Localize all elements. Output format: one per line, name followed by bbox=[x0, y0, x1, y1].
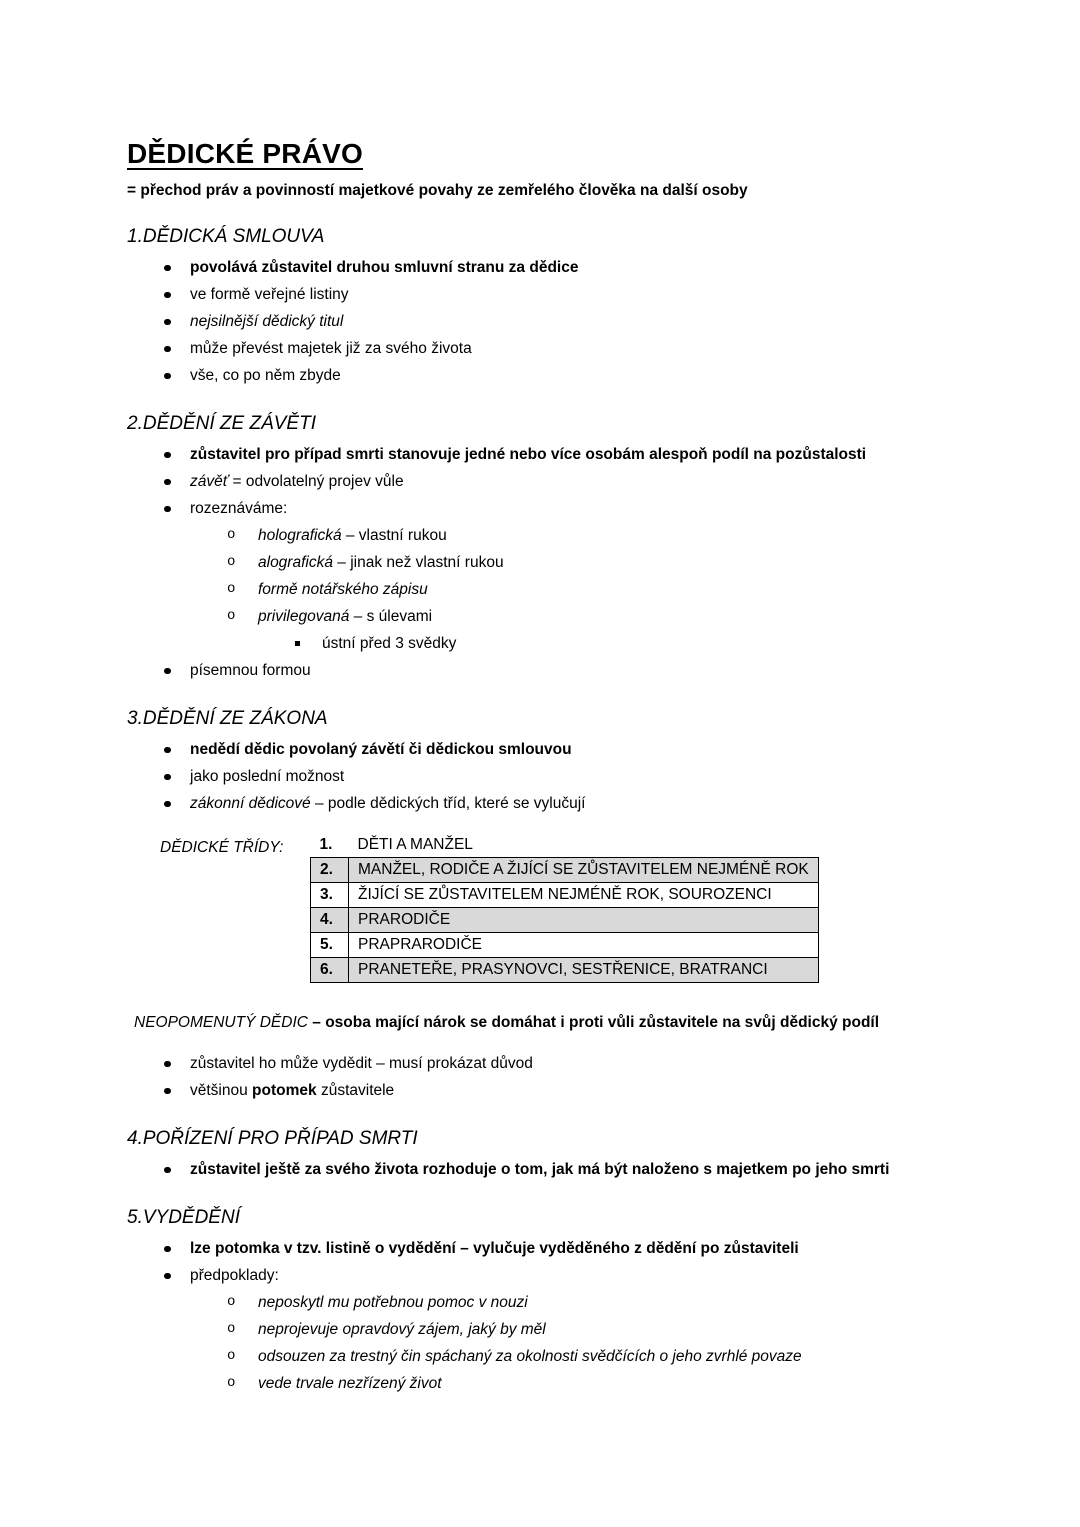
neopomenuty-dedic-paragraph bbox=[127, 1009, 927, 1036]
table-row bbox=[311, 883, 819, 908]
inheritance-classes-block bbox=[160, 833, 1010, 983]
sub-list-item: o odsouzen za trestný čin spáchaný za okolnosti svědčících o jeho zvrhlé povaze bbox=[127, 1343, 1010, 1370]
page-title: DĚDICKÉ PRÁVO bbox=[127, 138, 363, 169]
sub-list-item bbox=[127, 522, 1010, 549]
section-heading-porizeni-pro-pripad-smrti: 4.POŘÍZENÍ PRO PŘÍPAD SMRTI bbox=[127, 1128, 418, 1149]
class-name: MANŽEL, RODIČE A ŽIJÍCÍ SE ZŮSTAVITELEM NEJMÉNĚ ROK bbox=[349, 858, 819, 883]
sub-list-item: o neposkytl mu potřebnou pomoc v nouzi bbox=[127, 1289, 1010, 1316]
term-text: alografická bbox=[258, 554, 333, 571]
class-number: 3. bbox=[311, 883, 349, 908]
inheritance-classes-label: DĚDICKÉ TŘÍDY: bbox=[160, 839, 284, 856]
list-item: zůstavitel ještě za svého života rozhoduje o tom, jak má být naloženo s majetkem po jeho smrti bbox=[127, 1156, 945, 1183]
definition-text: – vlastní rukou bbox=[341, 527, 447, 544]
list-item: lze potomka v tzv. listině o vydědění – vylučuje vyděděného z dědění po zůstaviteli bbox=[127, 1235, 1010, 1262]
page-subtitle: = přechod práv a povinností majetkové povahy ze zemřelého člověka na další osoby bbox=[127, 182, 748, 199]
text-part: zůstavitele bbox=[316, 1082, 395, 1099]
table-row bbox=[311, 933, 819, 958]
definition-text: = odvolatelný projev vůle bbox=[228, 473, 404, 490]
section-1-list bbox=[127, 254, 1010, 389]
section-heading-dedeni-ze-zaveti: 2.DĚDĚNÍ ZE ZÁVĚTI bbox=[127, 413, 316, 434]
list-item bbox=[127, 468, 1010, 495]
table-row bbox=[311, 958, 819, 983]
class-number: 5. bbox=[311, 933, 349, 958]
class-name: PRAPRARODIČE bbox=[349, 933, 819, 958]
emphasized-text: potomek bbox=[252, 1082, 317, 1099]
list-item: nedědí dědic povolaný závětí či dědickou smlouvou bbox=[127, 736, 1010, 763]
section-5-list bbox=[127, 1235, 1010, 1397]
list-item: zůstavitel ho může vydědit – musí prokázat důvod bbox=[127, 1050, 1010, 1077]
neopomenuty-dedic-list bbox=[127, 1050, 1010, 1104]
class-number: 4. bbox=[311, 908, 349, 933]
section-heading-dedeni-ze-zakona: 3.DĚDĚNÍ ZE ZÁKONA bbox=[127, 708, 328, 729]
list-item: předpoklady: bbox=[127, 1262, 1010, 1289]
list-item: nejsilnější dědický titul bbox=[127, 308, 1010, 335]
class-number: 2. bbox=[311, 858, 349, 883]
term-text: závěť bbox=[190, 473, 229, 490]
sub-list-item bbox=[127, 603, 1010, 630]
class-number: 1. bbox=[319, 836, 333, 853]
sub-list-item: o formě notářského zápisu bbox=[127, 576, 1010, 603]
list-item: písemnou formou bbox=[127, 657, 1010, 684]
section-3-list bbox=[127, 736, 1010, 817]
definition-text: – osoba mající nárok se domáhat i proti vůli zůstavitele na svůj dědický podíl bbox=[307, 1014, 880, 1031]
term-text: holografická bbox=[258, 527, 342, 544]
list-item bbox=[127, 790, 1010, 817]
list-item: může převést majetek již za svého života bbox=[127, 335, 1010, 362]
term-text: privilegovaná bbox=[258, 608, 350, 625]
list-item: povolává zůstavitel druhou smluvní stranu za dědice bbox=[127, 254, 1010, 281]
definition-text: – jinak než vlastní rukou bbox=[332, 554, 504, 571]
term-text: zákonní dědicové bbox=[190, 795, 311, 812]
class-name: DĚTI A MANŽEL bbox=[357, 836, 473, 853]
list-item: vše, co po něm zbyde bbox=[127, 362, 1010, 389]
class-name: ŽIJÍCÍ SE ZŮSTAVITELEM NEJMÉNĚ ROK, SOUROZENCI bbox=[349, 883, 819, 908]
list-item bbox=[127, 1077, 1010, 1104]
sub-list-item bbox=[127, 549, 1010, 576]
table-row bbox=[311, 858, 819, 883]
list-item: ve formě veřejné listiny bbox=[127, 281, 1010, 308]
sub-list-item: o neprojevuje opravdový zájem, jaký by měl bbox=[127, 1316, 1010, 1343]
text-part: většinou bbox=[190, 1082, 253, 1099]
sub-list-item: o vede trvale nezřízený život bbox=[127, 1370, 1010, 1397]
class-name: PRANETEŘE, PRASYNOVCI, SESTŘENICE, BRATRANCI bbox=[349, 958, 819, 983]
section-2-list bbox=[127, 441, 1010, 684]
list-item: rozeznáváme: bbox=[127, 495, 1010, 522]
table-row bbox=[311, 908, 819, 933]
class-name: PRARODIČE bbox=[349, 908, 819, 933]
section-heading-vydedeni: 5.VYDĚDĚNÍ bbox=[127, 1207, 240, 1228]
class-number: 6. bbox=[311, 958, 349, 983]
definition-text: – s úlevami bbox=[349, 608, 433, 625]
inheritance-classes-table bbox=[310, 833, 819, 983]
section-4-list bbox=[127, 1156, 1010, 1183]
table-row bbox=[311, 833, 819, 858]
list-item: jako poslední možnost bbox=[127, 763, 1010, 790]
term-text: NEOPOMENUTÝ DĚDIC bbox=[134, 1014, 308, 1031]
section-heading-dedicka-smlouva: 1.DĚDICKÁ SMLOUVA bbox=[127, 226, 325, 247]
sub-sub-list-item: ústní před 3 svědky bbox=[127, 630, 1010, 657]
definition-text: – podle dědických tříd, které se vylučují bbox=[310, 795, 586, 812]
list-item: zůstavitel pro případ smrti stanovuje jedné nebo více osobám alespoň podíl na pozůstalosti bbox=[127, 441, 1010, 468]
